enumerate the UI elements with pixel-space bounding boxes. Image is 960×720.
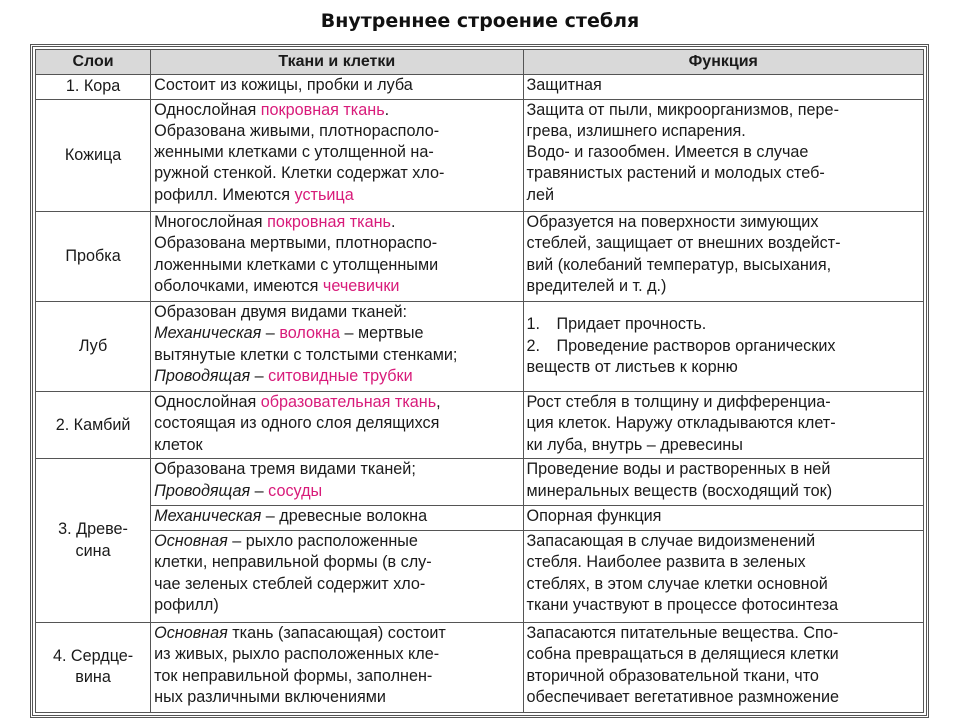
layer-kambiy: 2. Камбий <box>36 391 151 458</box>
text-line: стеблях, в этом случае клетки основной <box>526 574 828 593</box>
text-line: вина <box>75 668 111 687</box>
text: Однослойная <box>154 100 261 119</box>
term-italic: Основная <box>154 531 228 550</box>
table-row <box>36 99 924 211</box>
text: Многослойная <box>154 212 268 231</box>
text-line: веществ от листьев к корню <box>526 358 738 377</box>
text-line: 4. Сердце- <box>52 647 134 666</box>
text-line: ложенными клетками с утолщенными <box>154 255 439 274</box>
header-function: Функция <box>523 50 923 75</box>
text-line: Рост стебля в толщину и дифференциа- <box>526 392 831 411</box>
text-line: клетки, неправильной формы (в слу- <box>154 553 432 572</box>
tissue-probka <box>151 211 523 301</box>
layer-lub: Луб <box>36 301 151 391</box>
stem-structure-table <box>30 44 929 718</box>
text-line: Образована живыми, плотнорасполо- <box>154 121 440 140</box>
list-number: 2. <box>526 336 541 355</box>
function-drevesina-conductive <box>523 459 923 506</box>
text-line: из живых, рыхло расположенных кле- <box>154 645 440 664</box>
tissue-kambiy <box>151 391 523 458</box>
term-highlight: волокна <box>279 324 341 343</box>
term-highlight: ситовидные трубки <box>268 366 413 385</box>
function-probka <box>523 211 923 301</box>
text-line: состоящая из одного слоя делящихся <box>154 414 440 433</box>
text: , <box>436 392 441 411</box>
text-line: Образован двумя видами тканей: <box>154 302 407 321</box>
text: рофилл. Имеются <box>154 185 295 204</box>
text-line: женными клетками с утолщенной на- <box>154 143 434 162</box>
term-highlight: сосуды <box>268 481 323 500</box>
table-row <box>36 211 924 301</box>
function-drevesina-ground <box>523 530 923 622</box>
tissue-drevesina-conductive <box>151 459 523 506</box>
term-italic: Основная <box>154 623 228 642</box>
header-tissues: Ткани и клетки <box>151 50 523 75</box>
text-line: лей <box>526 185 555 204</box>
term-highlight: образовательная ткань <box>260 392 437 411</box>
text-line: Проведение воды и растворенных в ней <box>526 460 831 479</box>
text-line: вытянутые клетки с толстыми стенками; <box>154 345 458 364</box>
text: Проведение растворов органических <box>556 336 836 355</box>
function-serdtsevina <box>523 622 923 712</box>
text-line: травянистых растений и молодых стеб- <box>526 164 825 183</box>
text-line: рофилл) <box>154 595 219 614</box>
text-line: стебля. Наиболее развита в зеленых <box>526 553 806 572</box>
text-line: Запасающая в случае видоизменений <box>526 531 816 550</box>
function-kozhitsa <box>523 99 923 211</box>
table-row <box>36 301 924 391</box>
function-kambiy <box>523 391 923 458</box>
function-drevesina-mechanical: Опорная функция <box>523 506 923 531</box>
text-line: ки луба, внутрь – древесины <box>526 435 743 454</box>
text-line: ружной стенкой. Клетки содержат хло- <box>154 164 445 183</box>
text-line: ных различными включениями <box>154 687 386 706</box>
text-line: Водо- и газообмен. Имеется в случае <box>526 143 809 162</box>
text-line: ток неправильной формы, заполнен- <box>154 666 433 685</box>
table-header-row <box>36 50 924 75</box>
text-line: Защита от пыли, микроорганизмов, пере- <box>526 100 839 119</box>
text-line: клеток <box>154 435 203 454</box>
text-line: вторичной образовательной ткани, что <box>526 666 819 685</box>
tissue-kozhitsa <box>151 99 523 211</box>
tissue-serdtsevina <box>151 622 523 712</box>
page-title: Внутреннее строение стебля <box>320 10 640 32</box>
term-italic: Проводящая <box>154 366 251 385</box>
function-lub <box>523 301 923 391</box>
text-line: вредителей и т. д.) <box>526 276 667 295</box>
table-row <box>36 75 924 100</box>
text-line: сина <box>75 541 111 560</box>
text: . <box>390 212 396 231</box>
term-highlight: покровная ткань <box>267 212 391 231</box>
term-italic: Проводящая <box>154 481 251 500</box>
text: – <box>261 324 280 343</box>
text-line: Образуется на поверхности зимующих <box>526 212 819 231</box>
text-line: чае зеленых стеблей содержит хло- <box>154 574 426 593</box>
term-highlight: чечевички <box>322 276 400 295</box>
list-number: 1. <box>526 315 541 334</box>
text: – <box>250 481 269 500</box>
layer-kora: 1. Кора <box>36 75 151 100</box>
function-kora: Защитная <box>523 75 923 100</box>
text-line: Образована мертвыми, плотнораспо- <box>154 234 438 253</box>
text-line: обеспечивает вегетативное размножение <box>526 687 839 706</box>
text: . <box>384 100 390 119</box>
text: – древесные волокна <box>261 507 428 526</box>
layer-drevesina <box>36 459 151 623</box>
text-line: стеблей, защищает от внешних воздейст- <box>526 234 841 253</box>
text-line: грева, излишнего испарения. <box>526 121 746 140</box>
text-line: ткани участвуют в процессе фотосинтеза <box>526 595 839 614</box>
text-line: собна превращаться в делящиеся клетки <box>526 645 839 664</box>
table-row <box>36 506 924 531</box>
tissue-drevesina-ground <box>151 530 523 622</box>
tissue-kora: Состоит из кожицы, пробки и луба <box>151 75 523 100</box>
tissue-lub <box>151 301 523 391</box>
layer-probka: Пробка <box>36 211 151 301</box>
text: Придает прочность. <box>556 315 707 334</box>
text-line: 3. Древе- <box>58 520 128 539</box>
text: оболочками, имеются <box>154 276 323 295</box>
table-row <box>36 459 924 506</box>
layer-serdtsevina <box>36 622 151 712</box>
term-highlight: устьица <box>294 185 354 204</box>
term-italic: Механическая <box>154 507 262 526</box>
text-line: минеральных веществ (восходящий ток) <box>526 481 833 500</box>
text-line: Образована тремя видами тканей; <box>154 460 416 479</box>
term-highlight: покровная ткань <box>260 100 385 119</box>
tissue-drevesina-mechanical <box>151 506 523 531</box>
table-row <box>36 622 924 712</box>
text: – мертвые <box>340 324 424 343</box>
header-layers: Слои <box>36 50 151 75</box>
text-line: ция клеток. Наружу откладываются клет- <box>526 414 836 433</box>
text: Однослойная <box>154 392 261 411</box>
text: – рыхло расположенные <box>227 531 418 550</box>
layer-kozhitsa: Кожица <box>36 99 151 211</box>
text: ткань (запасающая) состоит <box>227 623 446 642</box>
text-line: Запасаются питательные вещества. Спо- <box>526 623 839 642</box>
text-line: вий (колебаний температур, высыхания, <box>526 255 832 274</box>
text: – <box>250 366 269 385</box>
table-row <box>36 530 924 622</box>
term-italic: Механическая <box>154 324 262 343</box>
table-row <box>36 391 924 458</box>
